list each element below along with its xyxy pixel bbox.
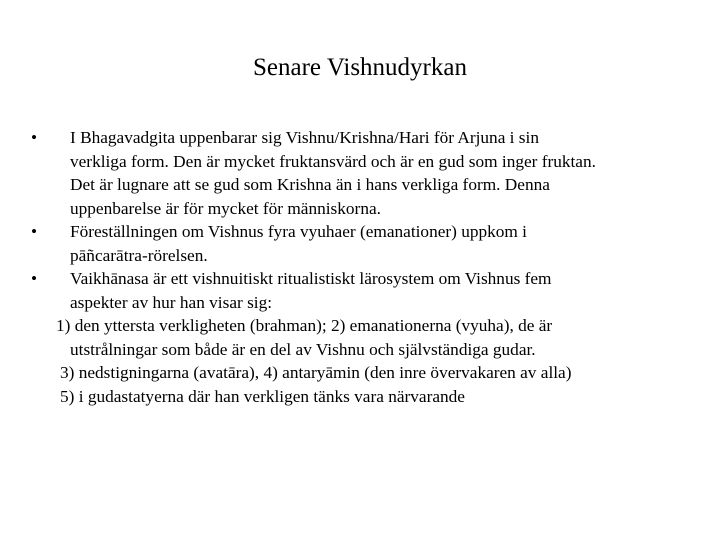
aspect-line: 1) den yttersta verkligheten (brahman); 2) emanationerna (vyuha), de är: [56, 316, 553, 335]
slide-body: [31, 126, 703, 408]
slide-title: Senare Vishnudyrkan: [253, 54, 467, 81]
bullet-icon: •: [31, 128, 38, 147]
aspect-item-1-2: [31, 314, 703, 361]
bullet-icon: •: [31, 269, 38, 288]
bullet-line: pāñcarātra-rörelsen.: [70, 245, 208, 265]
bullet-icon: •: [31, 222, 38, 241]
bullet-item-vaikhanasa: [31, 267, 703, 314]
bullet-line: Föreställningen om Vishnus fyra vyuhaer (emanationer) uppkom i: [70, 222, 527, 241]
aspect-line-continued: utstrålningar som både är en del av Vishnu och självständiga gudar.: [70, 339, 536, 359]
bullet-line: uppenbarelse är för mycket för människorna.: [70, 198, 381, 218]
bullet-line: Det är lugnare att se gud som Krishna än i hans verkliga form. Denna: [70, 175, 550, 194]
bullet-line: verkliga form. Den är mycket fruktansvärd och är en gud som inger fruktan.: [70, 151, 596, 171]
bullet-item-vyuha: [31, 220, 703, 267]
aspect-item-5: [31, 385, 703, 409]
bullet-item-bhagavadgita: [31, 126, 703, 220]
aspect-line: 3) nedstigningarna (avatāra), 4) antaryāmin (den inre övervakaren av alla): [60, 363, 572, 382]
bullet-line: I Bhagavadgita uppenbarar sig Vishnu/Krishna/Hari för Arjuna i sin: [70, 128, 539, 147]
bullet-line: Vaikhānasa är ett vishnuitiskt ritualistiskt lärosystem om Vishnus fem: [70, 269, 552, 288]
aspect-item-3-4: [31, 361, 703, 385]
bullet-line: aspekter av hur han visar sig:: [70, 292, 273, 312]
aspect-line: 5) i gudastatyerna där han verkligen tänks vara närvarande: [60, 386, 465, 406]
